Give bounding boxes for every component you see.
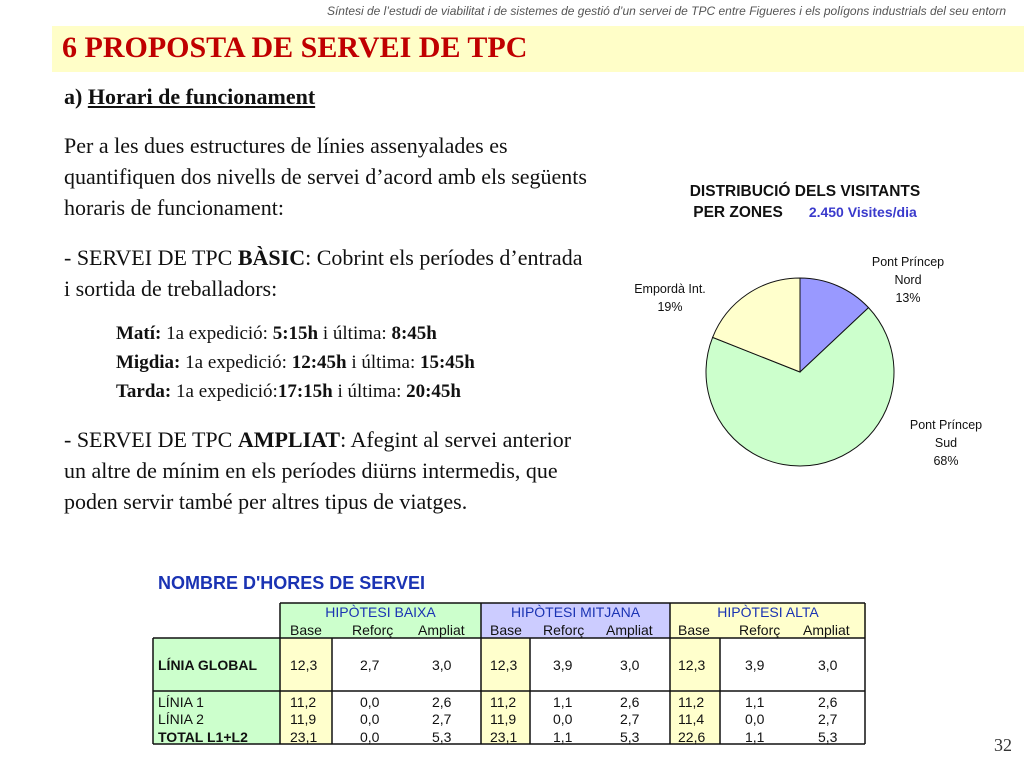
schedule-label: Matí: [116,323,162,344]
pie-pct-label: 19% [657,300,683,314]
schedule-time: 5:15h [272,323,319,344]
page-number: 32 [994,735,1012,755]
table-cell: 2,7 [818,711,838,727]
table-cell: 11,2 [490,694,517,710]
subsection-label: Horari de funcionament [87,84,316,109]
pie-label-line: Sud [934,436,958,450]
row-label: LÍNIA GLOBAL [158,657,258,673]
table-cell: 5,3 [432,729,452,745]
basic-rest: : Cobrint els períodes d’entrada i sortida de treballadors: [64,245,583,301]
table-cell: 22,6 [678,729,706,745]
schedule-text: i última: [318,323,392,344]
pie-pct-label: 13% [895,291,921,305]
schedule-time: 8:45h [391,323,437,344]
extended-rest: : Afegint al servei anterior un altre de mínim en els períodes diürns intermedis, que poden servir també per altres tipus de viatges. [64,427,572,514]
schedule-time: 12:45h [291,352,347,373]
table-cell: 11,2 [678,694,705,710]
table-cell: 3,9 [745,657,765,673]
column-header: Ampliat [803,622,850,638]
table-cell: 12,3 [678,657,706,673]
table-cell: 3,0 [620,657,640,673]
schedule-text: i última: [332,381,407,402]
table-cell: 1,1 [745,694,765,710]
table-cell: 1,1 [745,729,765,745]
extended-label: AMPLIAT [237,427,341,452]
column-header: Base [490,622,522,638]
column-header: Reforç [352,622,394,638]
schedule-text: 1a expedició: [171,381,278,402]
table-cell: 3,0 [818,657,838,673]
table-cell: 1,1 [553,694,573,710]
basic-prefix: - SERVEI DE TPC [64,245,238,270]
table-cell: 1,1 [553,729,573,745]
schedule-text: i última: [346,352,420,373]
row-label: LÍNIA 2 [158,711,204,727]
table-cell: 3,0 [432,657,452,673]
section-title: 6 PROPOSTA DE SERVEI DE TPC [62,31,528,64]
schedule-text: 1a expedició: [180,352,292,373]
table-cell: 11,4 [678,711,705,727]
table-cell: 2,6 [620,694,640,710]
table-cell: 11,9 [290,711,317,727]
row-label: TOTAL L1+L2 [158,729,248,745]
table-cell: 12,3 [490,657,518,673]
document-header-note: Síntesi de l’estudi de viabilitat i de sistemes de gestió d’un servei de TPC entre Figueres i els polígons industrials del seu entorn [326,4,1006,18]
row-label: LÍNIA 1 [158,694,204,710]
chart-title-line2: PER ZONES [693,204,783,221]
chart-title-line1: DISTRIBUCIÓ DELS VISITANTS [689,183,921,200]
table-cell: 5,3 [818,729,838,745]
table-cell: 12,3 [290,657,318,673]
schedule-time: 20:45h [406,381,462,402]
table-cell: 2,6 [432,694,452,710]
schedule-label: Tarda: [116,381,172,402]
table-cell: 11,2 [290,694,317,710]
group-header: HIPÒTESI MITJANA [510,604,641,620]
subsection-prefix: a) [64,84,83,109]
table-cell: 0,0 [553,711,573,727]
table-cell: 3,9 [553,657,573,673]
pie-label-line: Pont Príncep [871,255,945,269]
table-cell: 0,0 [360,694,380,710]
group-header: HIPÒTESI ALTA [717,604,819,620]
table-cell: 0,0 [360,729,380,745]
pie-label-line: Nord [894,273,922,287]
pie-label-line: Pont Príncep [909,418,983,432]
table-cell: 5,3 [620,729,640,745]
column-header: Reforç [543,622,585,638]
pie-label-line: Empordà Int. [634,282,706,296]
extended-prefix: - SERVEI DE TPC [64,427,238,452]
table-cell: 23,1 [290,729,318,745]
schedule-label: Migdia: [116,352,181,373]
table-cell: 2,6 [818,694,838,710]
column-header: Ampliat [418,622,465,638]
table-cell: 0,0 [745,711,765,727]
column-header: Ampliat [606,622,653,638]
table-cell: 2,7 [620,711,640,727]
column-header: Base [678,622,710,638]
table-cell: 2,7 [360,657,380,673]
column-header: Base [290,622,322,638]
chart-subtitle: 2.450 Visites/dia [808,204,917,220]
schedule-text: 1a expedició: [161,323,273,344]
table-title: NOMBRE D'HORES DE SERVEI [158,573,425,593]
table-cell: 2,7 [432,711,452,727]
column-header: Reforç [739,622,781,638]
table-cell: 23,1 [490,729,518,745]
schedule-time: 15:45h [419,352,475,373]
basic-label: BÀSIC [237,245,306,270]
table-cell: 0,0 [360,711,380,727]
table-cell: 11,9 [490,711,517,727]
intro-paragraph: Per a les dues estructures de línies assenyalades es quantifiquen dos nivells de servei d’acord amb els següents horaris de funcionament: [64,133,587,220]
schedule-time: 17:15h [277,381,333,402]
group-header: HIPÒTESI BAIXA [325,604,436,620]
pie-pct-label: 68% [933,454,959,468]
